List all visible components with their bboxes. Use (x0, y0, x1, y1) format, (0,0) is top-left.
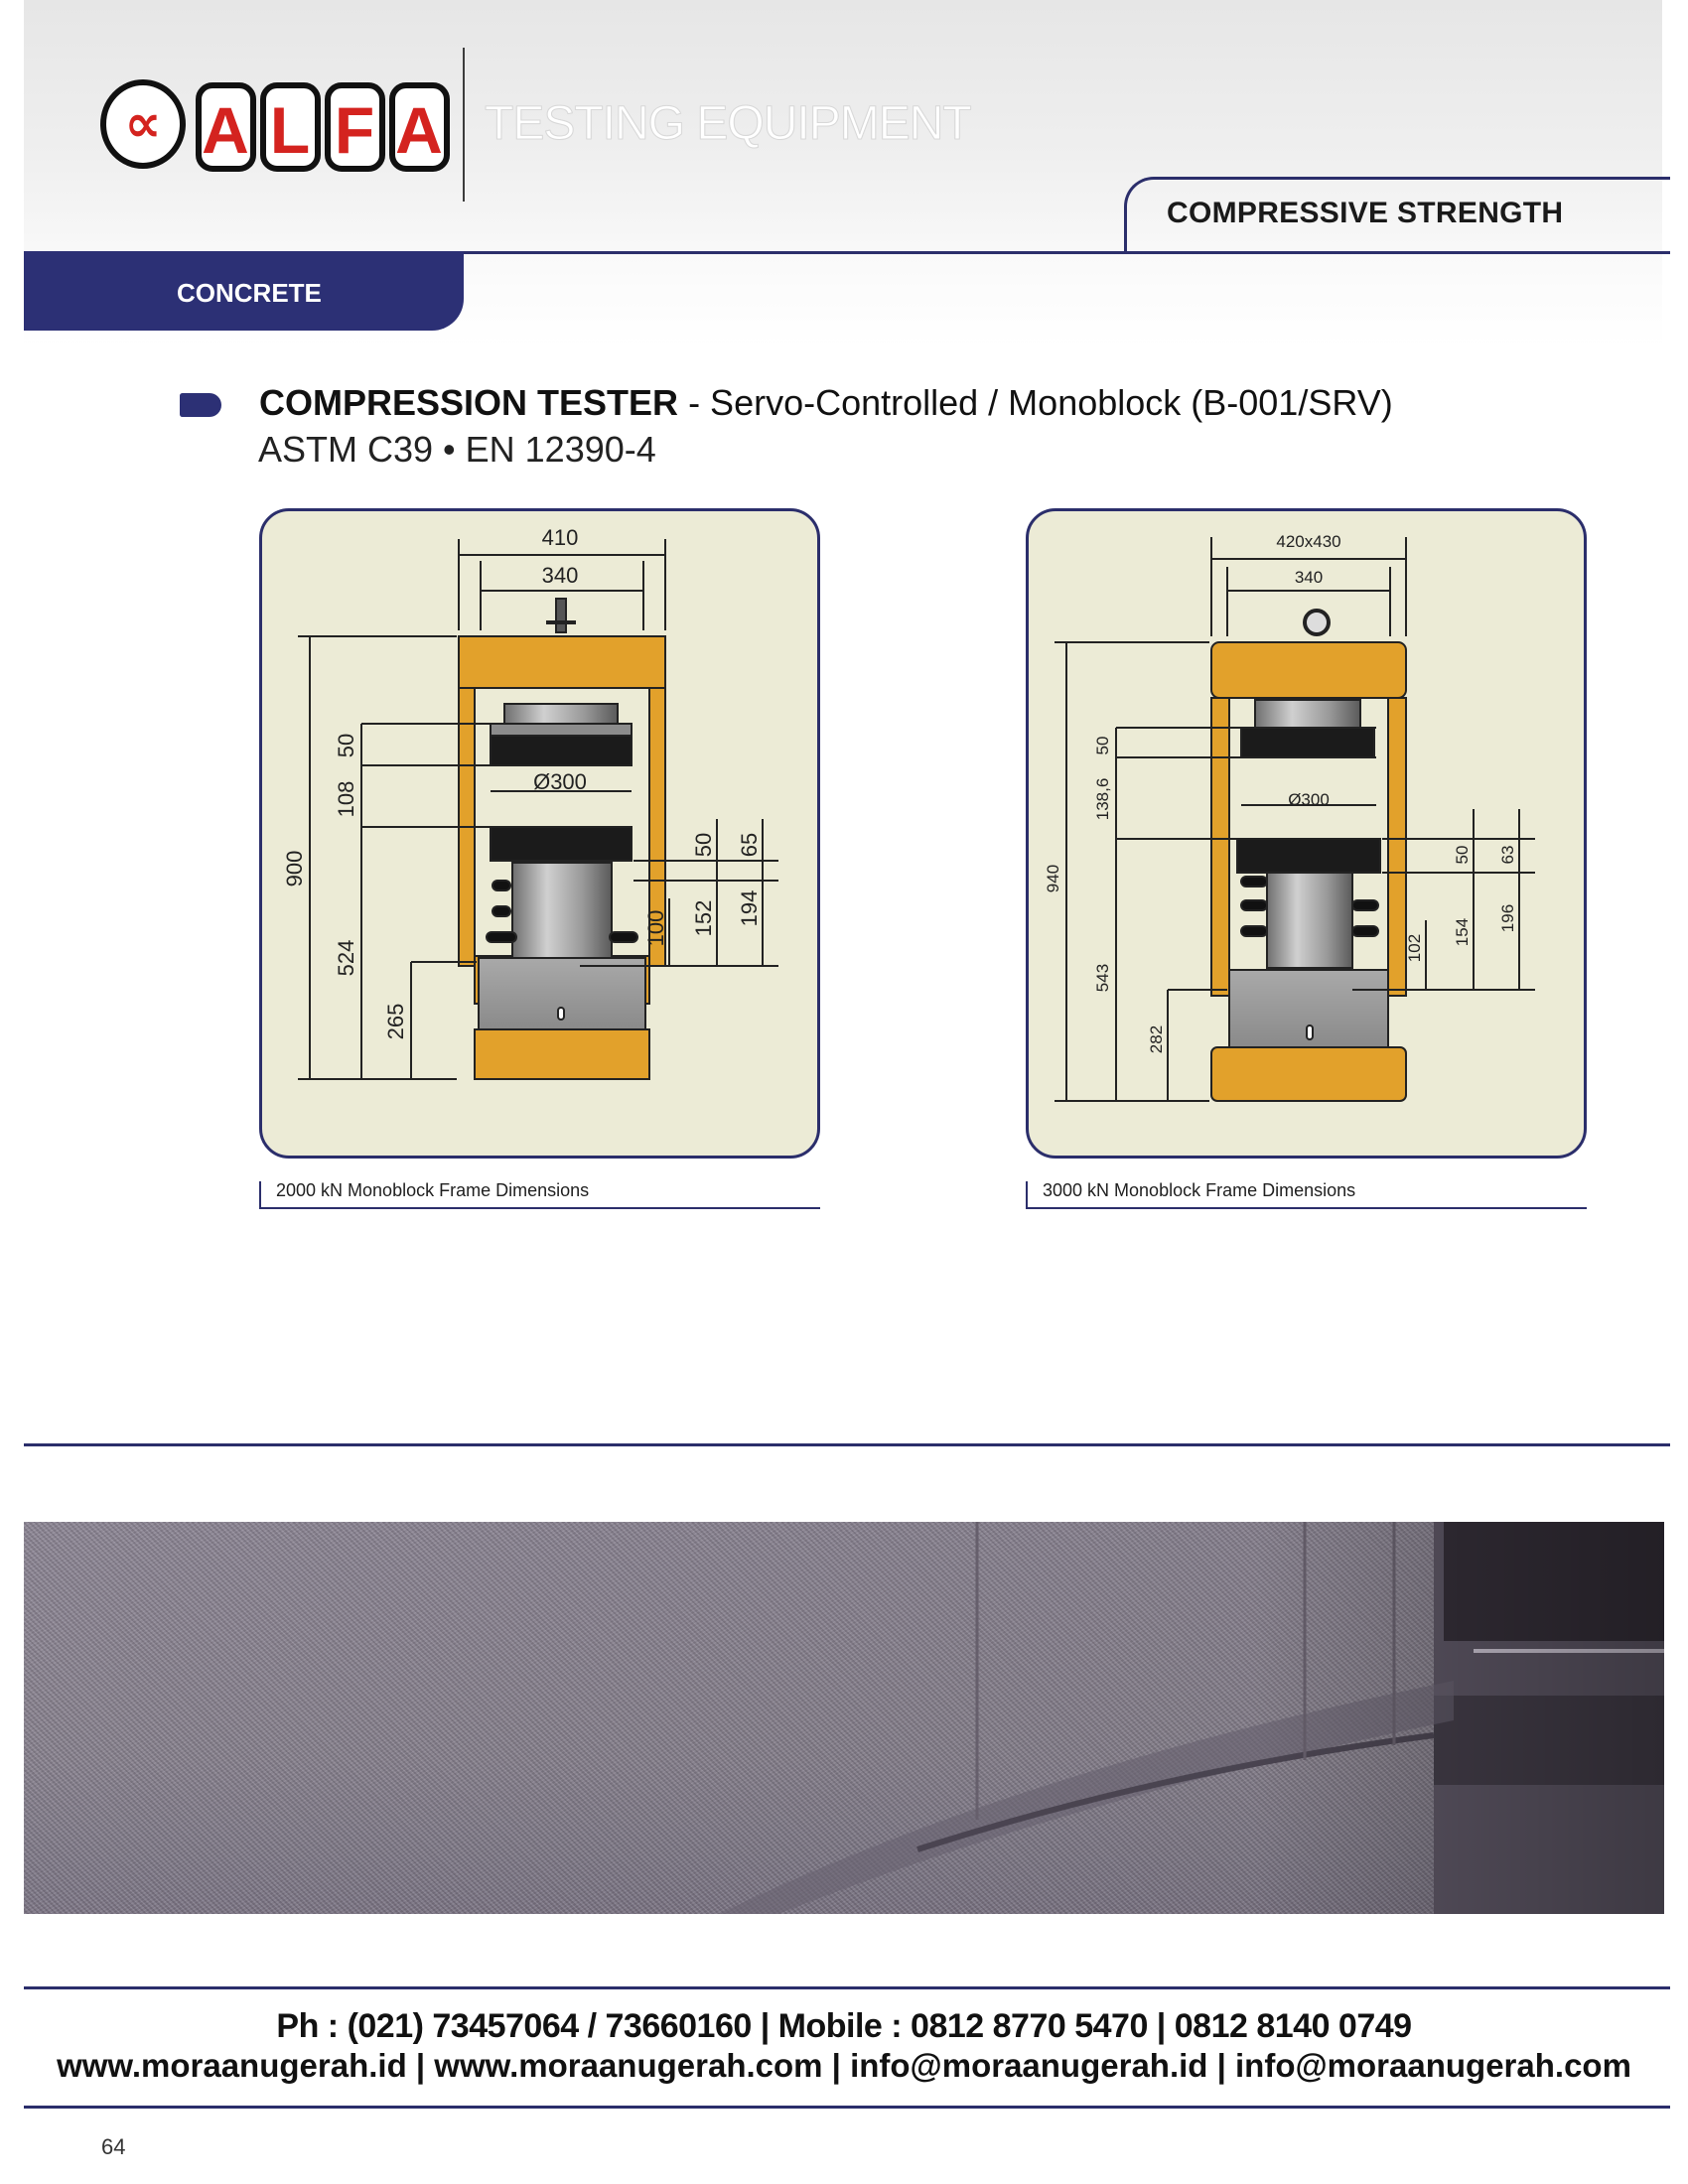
dim-r3: 102 (1405, 933, 1424, 963)
dim-height-total: 940 (1044, 864, 1062, 893)
section-title: COMPRESSIVE STRENGTH (1167, 197, 1564, 229)
dim-r5: 196 (1498, 903, 1517, 933)
dim-width-inner: 340 (541, 563, 579, 588)
svg-text:F: F (334, 93, 375, 167)
dim-platen: Ø300 (533, 769, 587, 794)
footer-rule-bottom (24, 2106, 1670, 2109)
product-title-bold: COMPRESSION TESTER (259, 382, 679, 423)
figure-caption-2: 3000 kN Monoblock Frame Dimensions (1043, 1180, 1356, 1200)
tagline: TESTING EQUIPMENT (485, 97, 971, 150)
logo-letters (199, 85, 447, 169)
dim-width-inner: 340 (1294, 568, 1324, 587)
dim-r2: 65 (737, 832, 762, 858)
frame-drawing-3000kn (1029, 511, 1587, 1159)
dim-width-outer: 420x430 (1276, 532, 1341, 551)
dim-d1: 138,6 (1093, 777, 1112, 821)
dim-l2: 265 (383, 1003, 408, 1040)
product-title-rest: - Servo-Controlled / Monoblock (B-001/SRV) (678, 382, 1393, 423)
dim-r3: 100 (643, 909, 668, 947)
dim-platen: Ø300 (1288, 790, 1330, 809)
dim-r1: 50 (691, 832, 716, 858)
stone-wall-image (24, 1522, 1664, 1914)
dim-l1: 543 (1093, 963, 1112, 993)
contact-web[interactable]: www.moraanugerah.id | www.moraanugerah.com | info@moraanugerah.id | info@moraanugerah.com (57, 2047, 1631, 2084)
dim-r4: 152 (691, 899, 716, 937)
svg-text:A: A (202, 93, 249, 167)
page-number: 64 (101, 2134, 126, 2159)
figure-3000kn-panel (1026, 508, 1587, 1159)
figure-2000kn-panel (259, 508, 820, 1159)
footer-rule-top (24, 1986, 1670, 1989)
dim-r4: 154 (1453, 917, 1472, 947)
dim-l2: 282 (1147, 1024, 1166, 1054)
dim-r1: 50 (1453, 845, 1472, 865)
logo-divider (463, 48, 465, 202)
dim-d1: 108 (334, 780, 358, 818)
svg-text:L: L (269, 93, 311, 167)
dim-d2: 50 (1093, 736, 1112, 755)
dim-height-total: 900 (282, 850, 307, 887)
dim-r2: 63 (1498, 845, 1517, 865)
product-standards: ASTM C39 • EN 12390-4 (258, 429, 656, 470)
mid-rule (24, 1443, 1670, 1446)
alfa-logo (99, 77, 457, 177)
figure-caption-1: 2000 kN Monoblock Frame Dimensions (276, 1180, 590, 1200)
svg-text:A: A (395, 93, 443, 167)
logo-symbol: ∝ (124, 94, 162, 154)
contact-phone: Ph : (021) 73457064 / 73660160 | Mobile : 0812 8770 5470 | 0812 8140 0749 (276, 2007, 1412, 2045)
dim-l1: 524 (334, 939, 358, 977)
dim-r5: 194 (737, 889, 762, 927)
category-label: CONCRETE (177, 278, 322, 308)
frame-drawing-2000kn (262, 511, 820, 1159)
product-title (259, 382, 1393, 424)
title-bullet-icon (180, 393, 221, 417)
dim-width-outer: 410 (541, 525, 579, 550)
dim-d2: 50 (334, 733, 358, 758)
